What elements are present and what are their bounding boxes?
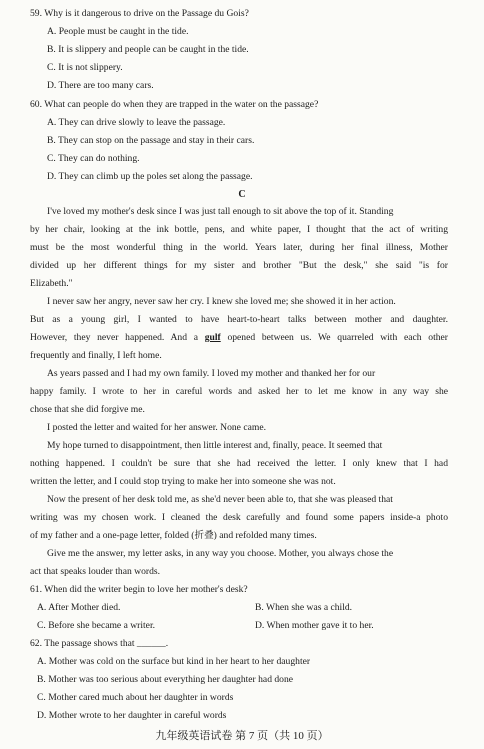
section-heading: C bbox=[238, 189, 246, 200]
q61-option-d: D. When mother gave it to her. bbox=[255, 620, 374, 631]
q60-option-c: C. They can do nothing. bbox=[47, 153, 140, 164]
p6-line-2: writing was my chosen work. I cleaned the desk carefully and found some papers inside-a photo bbox=[30, 512, 448, 523]
q59-option-d: D. There are too many cars. bbox=[47, 80, 154, 91]
q60-option-a: A. They can drive slowly to leave the passage. bbox=[47, 117, 226, 128]
p2-line-4: frequently and finally, I left home. bbox=[30, 350, 162, 361]
p2-line-3 bbox=[30, 332, 448, 344]
q61-option-b: B. When she was a child. bbox=[255, 602, 353, 613]
p2-line-1: I never saw her angry, never saw her cry. I knew she loved me; she showed it in her action. bbox=[47, 296, 396, 307]
q62-option-a: A. Mother was cold on the surface but kind in her heart to her daughter bbox=[37, 656, 311, 667]
q60-stem: 60. What can people do when they are trapped in the water on the passage? bbox=[30, 99, 319, 110]
q61-stem: 61. When did the writer begin to love her mother's desk? bbox=[30, 584, 248, 595]
p1-line-4: divided up her different things for my sister and brother "But the desk," she said "is for bbox=[30, 260, 448, 271]
p6-line-3: of my father and a one-page letter, folded (折叠) and refolded many times. bbox=[30, 530, 317, 541]
q59-option-b: B. It is slippery and people can be caught in the tide. bbox=[47, 44, 249, 55]
p2-line-2: But as a young girl, I wanted to have heart-to-heart talks between mother and daughter. bbox=[30, 314, 448, 325]
p3-line-3: chose that she did forgive me. bbox=[30, 404, 145, 415]
p3-line-1: As years passed and I had my own family. I loved my mother and thanked her for our bbox=[47, 368, 376, 379]
p6-line-1: Now the present of her desk told me, as she'd never been able to, that she was pleased that bbox=[47, 494, 393, 505]
q59-option-c: C. It is not slippery. bbox=[47, 62, 123, 73]
keyword-gulf: gulf bbox=[204, 332, 221, 343]
q61-option-a: A. After Mother died. bbox=[37, 602, 121, 613]
q59-stem: 59. Why is it dangerous to drive on the Passage du Gois? bbox=[30, 8, 249, 19]
p3-line-2: happy family. I wrote to her in careful words and asked her to let me know in any way she bbox=[30, 386, 448, 397]
p1-line-2: by her chair, looking at the ink bottle, pens, and white paper, I thought that the act of writing bbox=[30, 224, 448, 235]
q62-option-d: D. Mother wrote to her daughter in careful words bbox=[37, 710, 227, 721]
p1-line-3: must be the most wonderful thing in the world. Years later, during her final illness, Mother bbox=[30, 242, 448, 253]
q60-option-b: B. They can stop on the passage and stay in their cars. bbox=[47, 135, 255, 146]
p2-line-3-before: However, they never happened. And a bbox=[30, 332, 205, 343]
q61-option-c: C. Before she became a writer. bbox=[37, 620, 156, 631]
p5-line-3: written the letter, and I could stop trying to make her into someone she was not. bbox=[30, 476, 336, 487]
page-footer: 九年级英语试卷 第 7 页（共 10 页） bbox=[155, 730, 329, 742]
p7-line-2: act that speaks louder than words. bbox=[30, 566, 161, 577]
p2-line-3-after: opened between us. We quarreled with each other bbox=[220, 332, 448, 343]
p5-line-1: My hope turned to disappointment, then little interest and, finally, peace. It seemed that bbox=[47, 440, 383, 451]
p4-line-1: I posted the letter and waited for her answer. None came. bbox=[47, 422, 266, 433]
p1-line-1: I've loved my mother's desk since I was just tall enough to sit above the top of it. Standing bbox=[47, 206, 394, 217]
p7-line-1: Give me the answer, my letter asks, in any way you choose. Mother, you always chose the bbox=[47, 548, 394, 559]
p1-line-5: Elizabeth." bbox=[30, 278, 73, 289]
q62-stem: 62. The passage shows that ______. bbox=[30, 638, 169, 649]
q60-option-d: D. They can climb up the poles set along the passage. bbox=[47, 171, 253, 182]
q62-option-b: B. Mother was too serious about everything her daughter had done bbox=[37, 674, 294, 685]
q59-option-a: A. People must be caught in the tide. bbox=[47, 26, 189, 37]
q62-option-c: C. Mother cared much about her daughter in words bbox=[37, 692, 234, 703]
p5-line-2: nothing happened. I couldn't be sure that she had received the letter. I only knew that I had bbox=[30, 458, 448, 469]
